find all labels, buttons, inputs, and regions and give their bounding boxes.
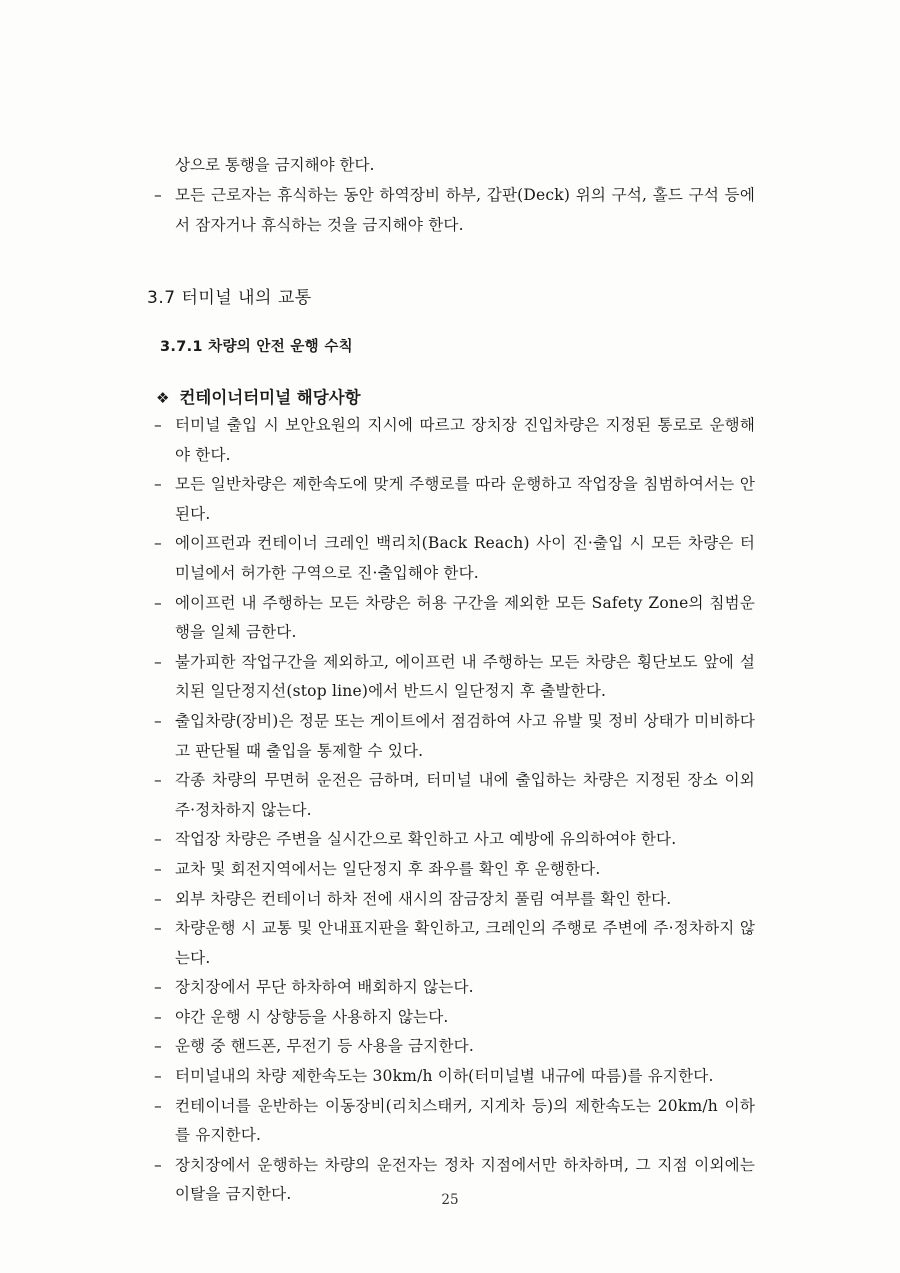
list-item xyxy=(0,855,755,885)
dash-marker: – xyxy=(154,711,162,730)
list-item-text: 차량운행 시 교통 및 안내표지판을 확인하고, 크레인의 주행로 주변에 주·정차하지 않는다. xyxy=(175,919,755,967)
intro-bullets xyxy=(0,181,900,240)
list-item xyxy=(0,766,755,825)
dash-marker: – xyxy=(154,1037,162,1056)
dash-marker: – xyxy=(154,978,162,997)
list-item xyxy=(0,707,755,766)
dash-marker: – xyxy=(154,1067,162,1086)
list-item xyxy=(0,1062,755,1092)
dash-marker: – xyxy=(154,475,162,494)
dash-marker: – xyxy=(154,859,162,878)
list-item xyxy=(0,648,755,707)
list-item xyxy=(0,470,755,529)
dash-marker: – xyxy=(154,1007,162,1026)
dash-marker: – xyxy=(154,1096,162,1115)
dash-marker: – xyxy=(154,416,162,434)
list-item-text: 에이프런 내 주행하는 모든 차량은 허용 구간을 제외한 모든 Safety Zone의 침범운행을 일체 금한다. xyxy=(175,593,755,642)
diamond-icon: ❖ xyxy=(156,389,170,407)
list-item xyxy=(0,181,755,240)
list-item-text: 에이프런과 컨테이너 크레인 백리치(Back Reach) 사이 진·출입 시 모든 차량은 터미널에서 허가한 구역으로 진·출입해야 한다. xyxy=(175,534,755,582)
dash-marker: – xyxy=(154,771,162,790)
list-item-text: 작업장 차량은 주변을 실시간으로 확인하고 사고 예방에 유의하여야 한다. xyxy=(175,830,677,849)
section-heading: 3.7 터미널 내의 교통 xyxy=(147,288,312,308)
dash-marker: – xyxy=(154,534,162,553)
list-item-text: 외부 차량은 컨테이너 하차 전에 새시의 잠금장치 풀림 여부를 확인 한다. xyxy=(175,889,672,908)
dash-marker: – xyxy=(154,186,162,204)
subsection-heading: 3.7.1 차량의 안전 운행 수칙 xyxy=(160,339,353,355)
continuation-line: 상으로 통행을 금지해야 한다. xyxy=(175,156,375,174)
group-title: 컨테이너터미널 해당사항 xyxy=(179,388,361,407)
list-item-text: 장치장에서 운행하는 차량의 운전자는 정차 지점에서만 하차하며, 그 지점 이외에는 이탈을 금지한다. xyxy=(175,1155,755,1204)
dash-marker: – xyxy=(154,652,162,671)
dash-marker: – xyxy=(154,593,162,612)
list-item xyxy=(0,1003,755,1033)
list-item-text: 모든 근로자는 휴식하는 동안 하역장비 하부, 갑판(Deck) 위의 구석, 홀드 구석 등에서 잠자거나 휴식하는 것을 금지해야 한다. xyxy=(175,186,755,234)
list-item-text: 각종 차량의 무면허 운전은 금하며, 터미널 내에 출입하는 차량은 지정된 장소 이외 주·정차하지 않는다. xyxy=(175,771,755,819)
list-item-text: 출입차량(장비)은 정문 또는 게이트에서 점검하여 사고 유발 및 정비 상태가 미비하다고 판단될 때 출입을 통제할 수 있다. xyxy=(175,711,755,760)
list-item xyxy=(0,529,755,588)
list-item-text: 교차 및 회전지역에서는 일단정지 후 좌우를 확인 후 운행한다. xyxy=(175,859,601,878)
list-item xyxy=(0,885,755,915)
list-item xyxy=(0,825,755,855)
list-item-text: 불가피한 작업구간을 제외하고, 에이프런 내 주행하는 모든 차량은 횡단보도 앞에 설치된 일단정지선(stop line)에서 반드시 일단정지 후 출발한다. xyxy=(175,652,755,701)
list-item-text: 장치장에서 무단 하차하여 배회하지 않는다. xyxy=(175,978,474,997)
group-heading xyxy=(156,384,361,408)
list-item xyxy=(0,1092,755,1151)
list-item xyxy=(0,914,755,973)
list-item xyxy=(0,973,755,1003)
list-item xyxy=(0,1032,755,1062)
dash-marker: – xyxy=(154,919,162,938)
list-item-text: 터미널 출입 시 보안요원의 지시에 따르고 장치장 진입차량은 지정된 통로로 운행해야 한다. xyxy=(175,416,755,464)
dash-marker: – xyxy=(154,830,162,849)
rules-list xyxy=(0,411,900,1210)
list-item-text: 모든 일반차량은 제한속도에 맞게 주행로를 따라 운행하고 작업장을 침범하여서는 안 된다. xyxy=(175,475,755,523)
list-item-text: 야간 운행 시 상향등을 사용하지 않는다. xyxy=(175,1007,449,1026)
list-item-text: 운행 중 핸드폰, 무전기 등 사용을 금지한다. xyxy=(175,1037,474,1056)
page-number: 25 xyxy=(441,1192,459,1208)
list-item-text: 터미널내의 차량 제한속도는 30km/h 이하(터미널별 내규에 따름)를 유지한다. xyxy=(175,1067,714,1086)
list-item xyxy=(0,589,755,648)
dash-marker: – xyxy=(154,1155,162,1174)
list-item xyxy=(0,411,755,470)
list-item-text: 컨테이너를 운반하는 이동장비(리치스태커, 지게차 등)의 제한속도는 20km/h 이하를 유지한다. xyxy=(175,1096,755,1145)
dash-marker: – xyxy=(154,889,162,908)
